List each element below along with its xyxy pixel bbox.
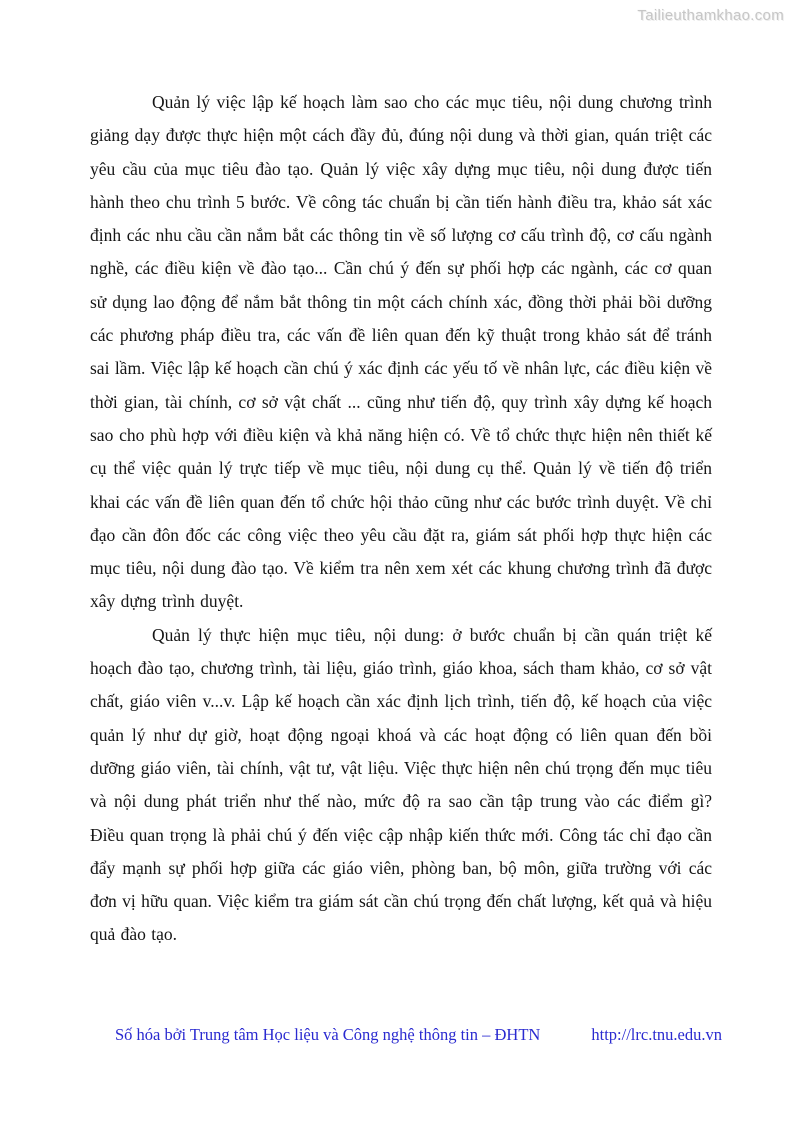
watermark: Tailieuthamkhao.com <box>637 7 784 24</box>
document-body <box>90 86 712 952</box>
footer-url-link[interactable]: http://lrc.tnu.edu.vn <box>591 1025 722 1044</box>
body-paragraph: Quản lý thực hiện mục tiêu, nội dung: ở bước chuẩn bị cần quán triệt kế hoạch đào tạo, chương trình, tài liệu, giáo trình, giáo khoa, sách tham khảo, cơ sở vật chất, giáo viên v...v. Lập kế hoạch cần xác định lịch trình, tiến độ, kế hoạch của việc quản lý như dự giờ, hoạt động ngoại khoá và các hoạt động có liên quan đến bồi dưỡng giáo viên, tài chính, vật tư, vật liệu. Việc thực hiện nên chú trọng đến mục tiêu và nội dung phát triển như thế nào, mức độ ra sao cần tập trung vào các điểm gì? Điều quan trọng là phải chú ý đến việc cập nhập kiến thức mới. Công tác chỉ đạo cần đẩy mạnh sự phối hợp giữa các giáo viên, phòng ban, bộ môn, giữa trường với các đơn vị hữu quan. Việc kiểm tra giám sát cần chú trọng đến chất lượng, kết quả và hiệu quả đào tạo. <box>90 624 712 945</box>
page-footer <box>115 1024 722 1046</box>
footer-digitization-note: Số hóa bởi Trung tâm Học liệu và Công nghệ thông tin – ĐHTN <box>115 1025 541 1044</box>
body-paragraph: Quản lý việc lập kế hoạch làm sao cho các mục tiêu, nội dung chương trình giảng dạy được thực hiện một cách đầy đủ, đúng nội dung và thời gian, quán triệt các yêu cầu của mục tiêu đào tạo. Quản lý việc xây dựng mục tiêu, nội dung được tiến hành theo chu trình 5 bước. Về công tác chuẩn bị cần tiến hành điều tra, khảo sát xác định các nhu cầu cần nắm bắt các thông tin về số lượng cơ cấu trình độ, cơ cấu ngành nghề, các điều kiện về đào tạo... Cần chú ý đến sự phối hợp các ngành, các cơ quan sử dụng lao động để nắm bắt thông tin một cách chính xác, đồng thời phải bồi dưỡng các phương pháp điều tra, các vấn đề liên quan đến kỹ thuật trong khảo sát để tránh sai lầm. Việc lập kế hoạch cần chú ý xác định các yếu tố về nhân lực, các điều kiện về thời gian, tài chính, cơ sở vật chất ... cũng như tiến độ, quy trình xây dựng kế hoạch sao cho phù hợp với điều kiện và khả năng hiện có. Về tổ chức thực hiện nên thiết kế cụ thể việc quản lý trực tiếp về mục tiêu, nội dung cụ thể. Quản lý về tiến độ triển khai các vấn đề liên quan đến tổ chức hội thảo cũng như các bước trình duyệt. Về chỉ đạo cần đôn đốc các công việc theo yêu cầu đặt ra, giám sát phối hợp thực hiện các mục tiêu, nội dung đào tạo. Về kiểm tra nên xem xét các khung chương trình đã được xây dựng trình duyệt. <box>90 92 712 612</box>
